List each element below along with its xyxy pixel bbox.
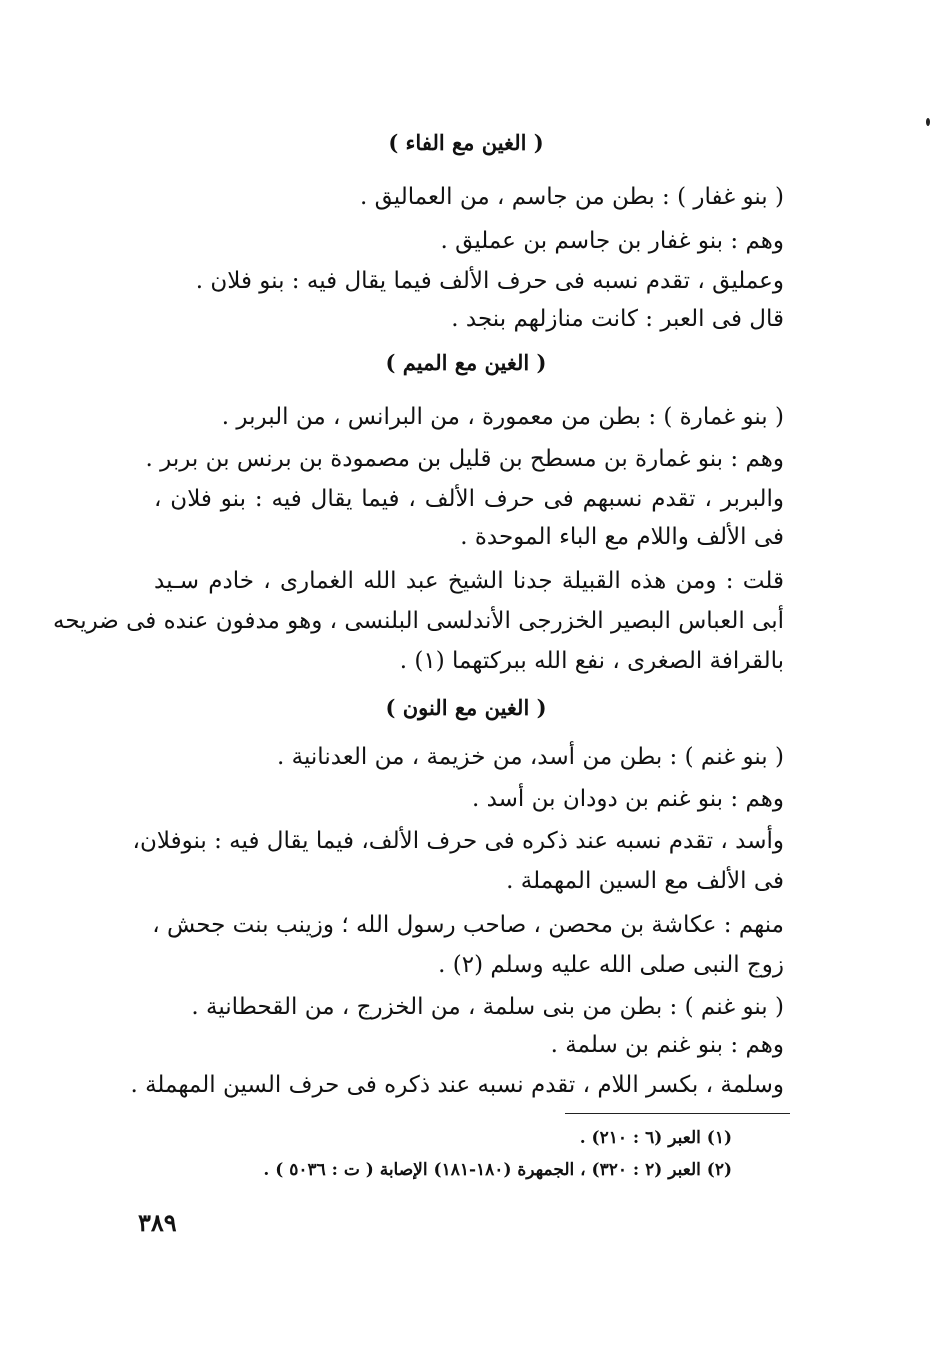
text-line: ( بنو غمارة ) : بطن من معمورة ، من البرانس ، من البربر .: [221, 404, 784, 430]
text-line: قال فى العبر : كانت منازلهم بنجد .: [451, 306, 784, 332]
text-line: منهم : عكاشة بن محصن ، صاحب رسول الله ؛ وزينب بنت جحش ،: [152, 912, 784, 938]
text-line: وهم : بنو غفار بن جاسم بن عمليق .: [440, 228, 784, 254]
text-line: وهم : بنو غنم بن دودان بن أسد .: [471, 786, 784, 812]
footnote-divider: [565, 1113, 790, 1114]
page-number: ٣٨٩: [138, 1208, 177, 1237]
text-line: بالقرافة الصغرى ، نفع الله ببركتهما (١) .: [399, 648, 784, 674]
text-line: وهم : بنو غنم بن سلمة .: [550, 1032, 784, 1058]
section-heading-ghayn-fa: ( الغين مع الفاء ): [388, 130, 544, 155]
text-line: قلت : ومن هذه القبيلة جدنا الشيخ عبد الله الغمارى ، خادم سـيد: [154, 568, 784, 594]
section-heading-ghayn-mim: ( الغين مع الميم ): [385, 350, 547, 375]
text-line: والبربر ، تقدم نسبهم فى حرف الألف ، فيما يقال فيه : بنو فلان ،: [154, 486, 784, 512]
text-line: ( بنو غنم ) : بطن من أسد، من خزيمة ، من العدنانية .: [277, 744, 784, 770]
footnote-2: (٢) العبر (٢ : ٣٢٠) ، الجمهرة (١٨٠-١٨١) الإصابة ( ت : ٥٠٣٦ ) .: [263, 1160, 732, 1180]
scan-speck: [926, 118, 930, 126]
text-line: فى الألف مع السين المهملة .: [506, 868, 784, 894]
section-heading-ghayn-nun: ( الغين مع النون ): [385, 695, 547, 720]
text-line: وأسد ، تقدم نسبه عند ذكره فى حرف الألف، فيما يقال فيه : بنوفلان،: [132, 828, 784, 854]
text-line: فى الألف واللام مع الباء الموحدة .: [460, 524, 784, 550]
text-line: وعمليق ، تقدم نسبه فى حرف الألف فيما يقال فيه : بنو فلان .: [195, 268, 784, 294]
text-line: وسلمة ، بكسر اللام ، تقدم نسبه عند ذكره فى حرف السين المهملة .: [130, 1072, 784, 1098]
text-line: ( بنو غنم ) : بطن من بنى سلمة ، من الخزرج ، من القحطانية .: [191, 994, 784, 1020]
text-line: أبى العباس البصير الخزرجى الأندلسى البلنسى ، وهو مدفون عنده فى ضريحه: [53, 608, 784, 634]
footnote-1: (١) العبر (٦ : ٢١٠) .: [579, 1128, 732, 1148]
text-line: زوج النبى صلى الله عليه وسلم (٢) .: [438, 952, 784, 978]
text-line: وهم : بنو غمارة بن مسطح بن قليل بن مصمودة بن برنس بن بربر .: [145, 446, 784, 472]
text-line: ( بنو غفار ) : بطن من جاسم ، من العماليق .: [359, 184, 784, 210]
